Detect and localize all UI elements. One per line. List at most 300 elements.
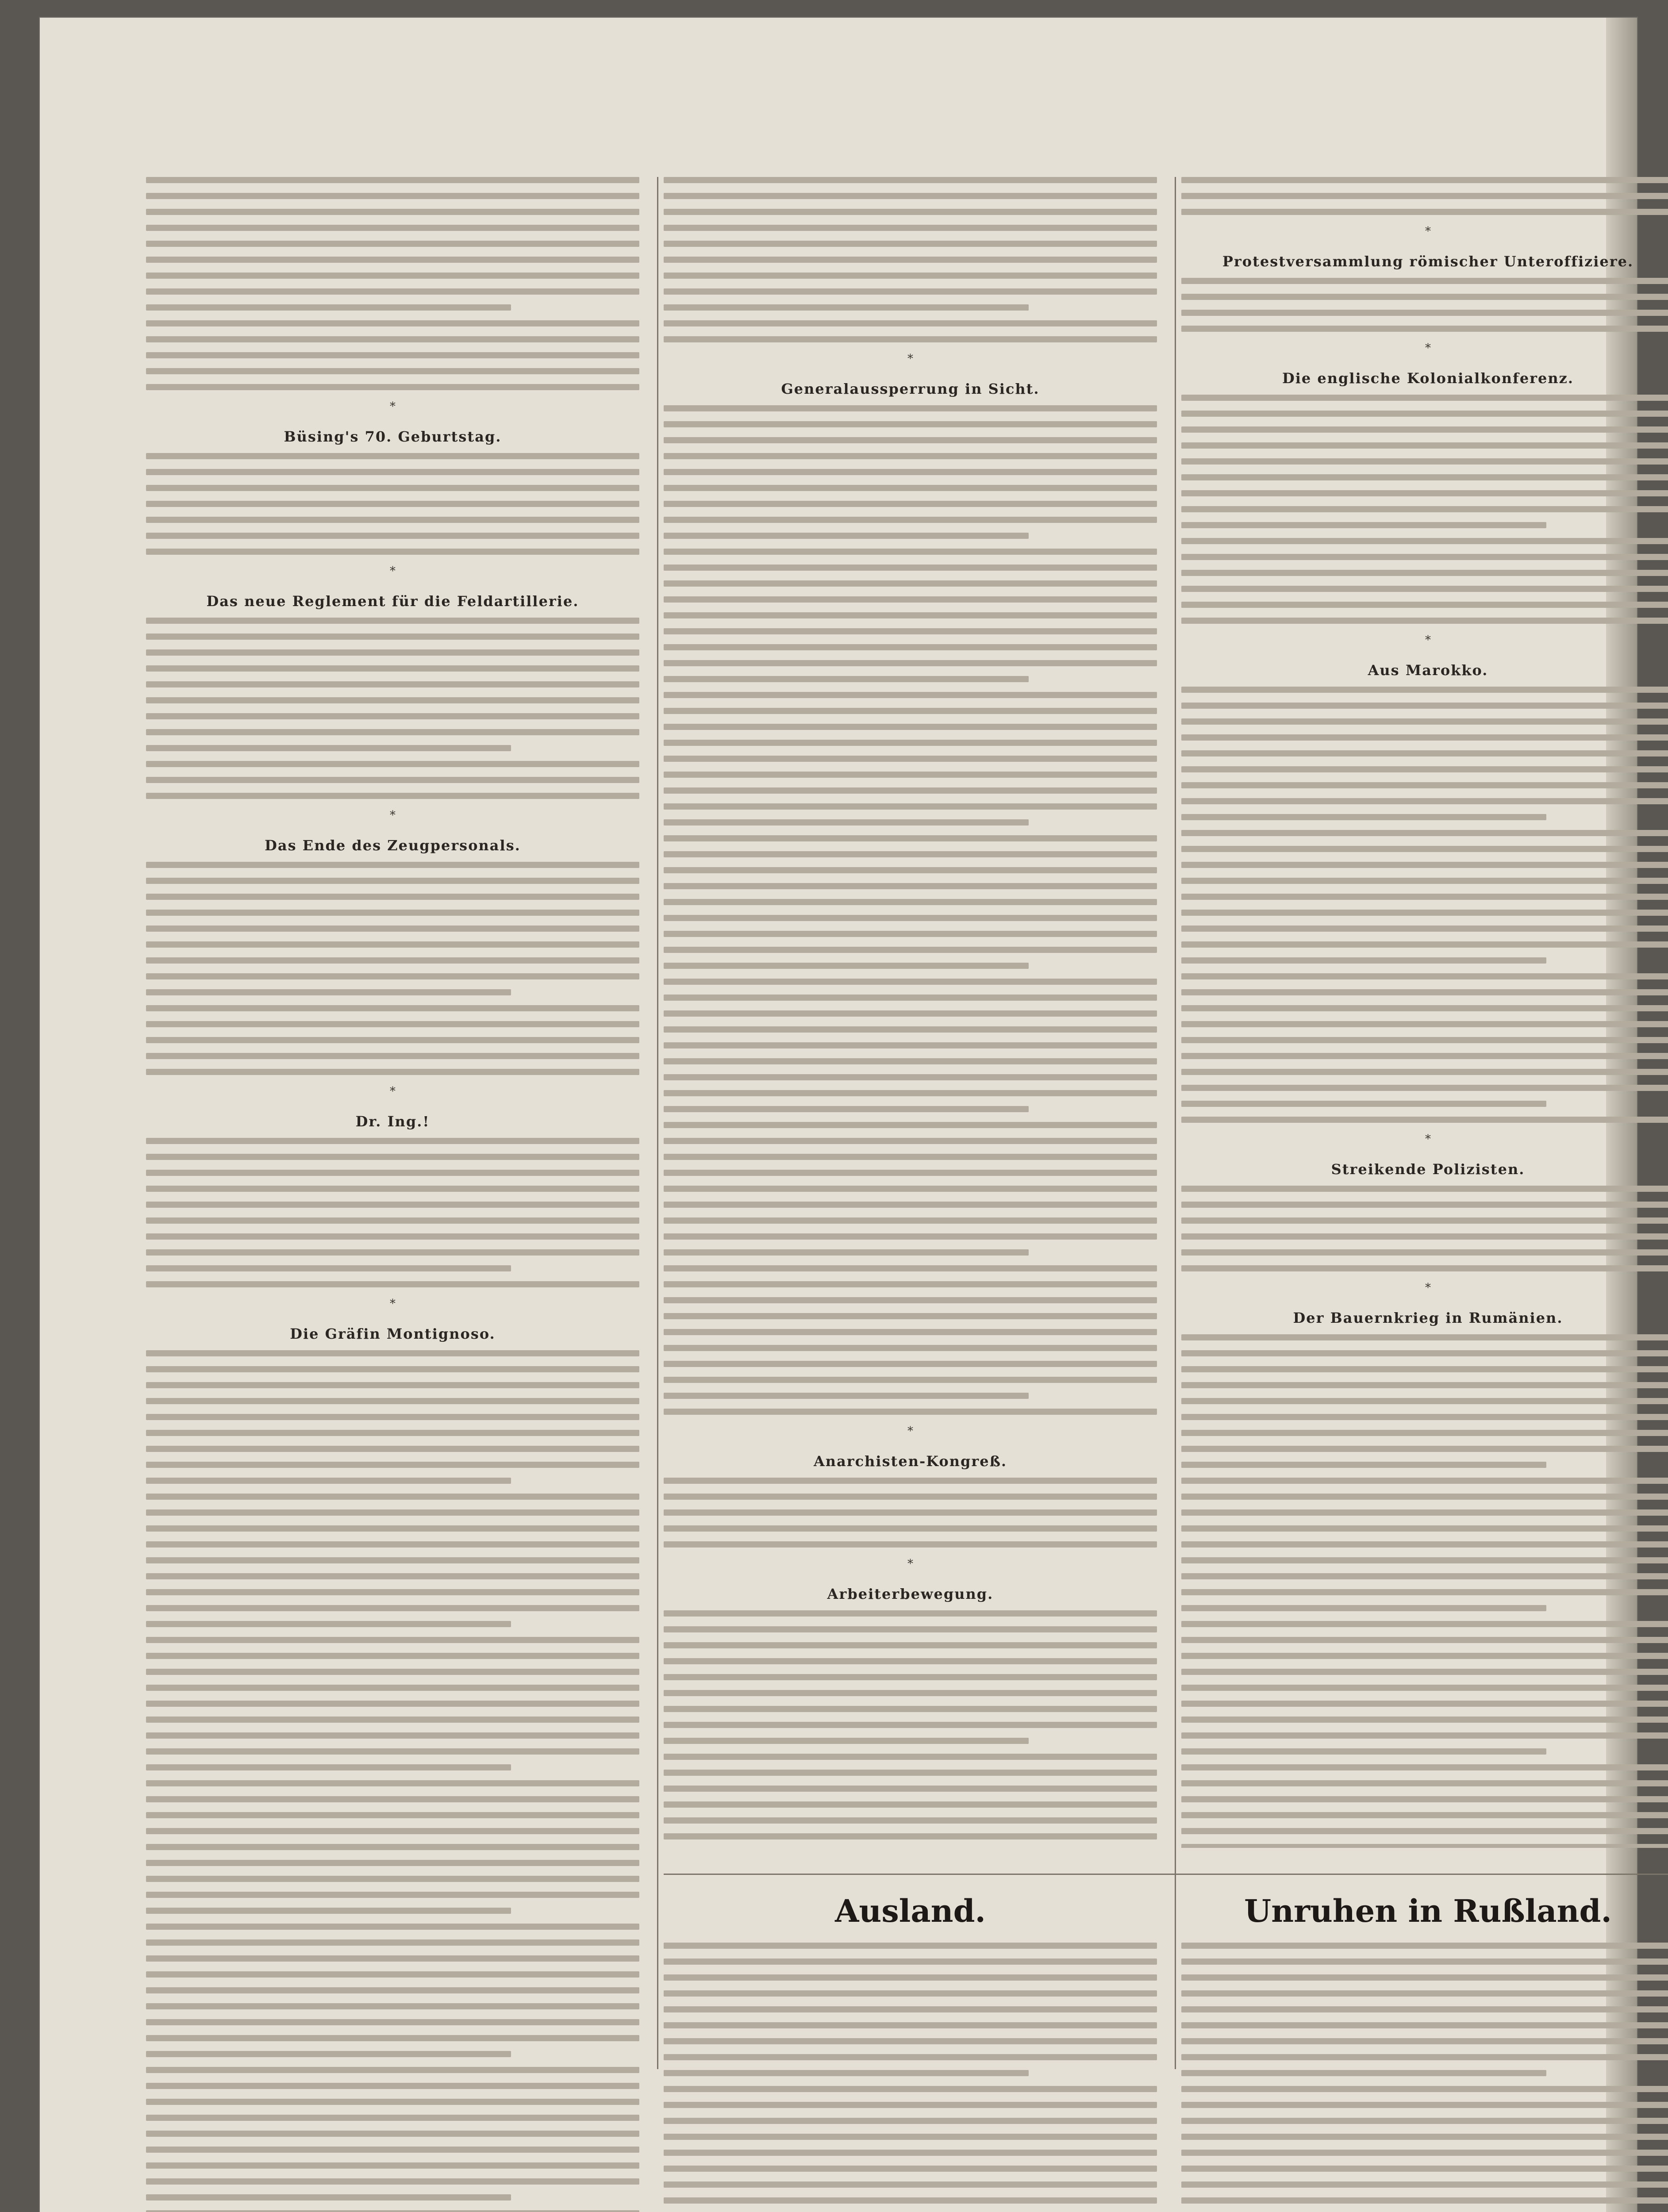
article-heading: Das neue Reglement für die Feldartillerie. — [206, 593, 579, 610]
text-line — [146, 1955, 639, 1962]
text-line — [146, 1249, 639, 1256]
text-line — [1181, 766, 1668, 772]
text-line — [664, 2038, 1157, 2044]
text-line — [664, 1345, 1157, 1351]
text-line — [1181, 1796, 1668, 1802]
text-line — [664, 644, 1157, 650]
article-body — [146, 1138, 639, 1287]
text-line — [1181, 1494, 1668, 1500]
text-line — [664, 1249, 1029, 1256]
text-line — [146, 352, 639, 358]
text-line — [146, 2099, 639, 2105]
text-line — [146, 1764, 511, 1770]
article-heading: Das Ende des Zeugpersonals. — [265, 837, 521, 854]
text-line — [1181, 1186, 1668, 1192]
text-line — [664, 2166, 1157, 2172]
article-heading: Arbeiterbewegung. — [827, 1586, 994, 1602]
text-line — [146, 1138, 639, 1144]
text-line — [664, 1674, 1157, 1680]
text-line — [1181, 2181, 1668, 2188]
text-line — [1181, 1669, 1668, 1675]
text-line — [664, 756, 1157, 762]
text-line — [146, 2131, 639, 2137]
text-line — [664, 596, 1157, 603]
text-line — [146, 957, 639, 964]
article-heading: Anarchisten-Kongreß. — [813, 1453, 1007, 1470]
text-line — [664, 1801, 1157, 1808]
text-line — [1181, 1828, 1668, 1834]
separator-star: * — [1425, 225, 1431, 238]
text-line — [664, 867, 1157, 873]
text-line — [1181, 830, 1668, 836]
text-line — [664, 336, 1157, 342]
text-line — [664, 225, 1157, 231]
section-title: Unruhen in Rußland. — [1244, 1893, 1612, 1929]
text-line — [664, 883, 1157, 889]
text-line — [664, 1525, 1157, 1532]
text-line — [146, 1053, 639, 1059]
text-line — [1181, 2054, 1668, 2060]
text-line — [146, 384, 639, 390]
article-body — [664, 1610, 1157, 1848]
text-line — [1181, 1637, 1668, 1643]
text-line — [664, 501, 1157, 507]
text-line — [146, 2083, 639, 2089]
text-line — [1181, 278, 1668, 284]
text-line — [146, 2115, 639, 2121]
text-line — [664, 193, 1157, 199]
text-line — [146, 1233, 639, 1240]
text-line — [1181, 814, 1546, 820]
text-line — [664, 1642, 1157, 1648]
text-line — [664, 1626, 1157, 1632]
text-line — [146, 2147, 639, 2153]
text-line — [146, 910, 639, 916]
text-line — [146, 1939, 639, 1946]
text-line — [146, 1281, 639, 1287]
text-line — [1181, 1605, 1546, 1611]
text-line — [146, 517, 639, 523]
text-line — [146, 1717, 639, 1723]
text-line — [146, 1350, 639, 1356]
text-line — [146, 1844, 639, 1850]
text-line — [146, 549, 639, 555]
text-line — [146, 1509, 639, 1516]
text-line — [1181, 989, 1668, 995]
text-line — [1181, 1233, 1668, 1240]
text-line — [146, 1021, 639, 1027]
text-line — [664, 2134, 1157, 2140]
text-line — [664, 469, 1157, 475]
text-line — [146, 1202, 639, 1208]
text-line — [1181, 1557, 1668, 1563]
text-line — [1181, 703, 1668, 709]
text-line — [146, 469, 639, 475]
text-line — [664, 209, 1157, 215]
text-line — [1181, 1101, 1546, 1107]
text-line — [664, 1090, 1157, 1096]
text-line — [146, 1037, 639, 1043]
column-1 — [146, 177, 639, 2212]
text-line — [146, 1446, 639, 1452]
text-line — [1181, 1462, 1546, 1468]
text-line — [1181, 2086, 1668, 2092]
article-heading: Protestversammlung römischer Unteroffiziere. — [1222, 253, 1634, 270]
article-body — [146, 1350, 639, 2212]
text-line — [146, 1987, 639, 1993]
text-line — [664, 1658, 1157, 1664]
text-line — [146, 681, 639, 687]
text-line — [146, 745, 511, 751]
text-line — [664, 1058, 1157, 1064]
text-line — [1181, 894, 1668, 900]
text-line — [664, 273, 1157, 279]
text-line — [146, 1366, 639, 1372]
text-line — [664, 835, 1157, 841]
text-line — [1181, 862, 1668, 868]
text-line — [1181, 2118, 1668, 2124]
text-line — [664, 1409, 1157, 1415]
text-line — [664, 580, 1157, 587]
text-line — [146, 1701, 639, 1707]
text-line — [146, 304, 511, 311]
text-line — [1181, 618, 1668, 624]
text-line — [146, 634, 639, 640]
article-heading: Streikende Polizisten. — [1331, 1161, 1525, 1178]
text-line — [146, 1732, 639, 1739]
text-line — [1181, 310, 1668, 316]
text-line — [664, 931, 1157, 937]
text-line — [664, 772, 1157, 778]
text-line — [146, 713, 639, 719]
text-line — [664, 963, 1029, 969]
text-line — [146, 336, 639, 342]
text-line — [664, 1770, 1157, 1776]
text-line — [664, 1122, 1157, 1128]
text-line — [664, 1217, 1157, 1224]
text-line — [146, 1557, 639, 1563]
text-line — [146, 1525, 639, 1532]
column-3 — [1181, 177, 1668, 1848]
text-line — [146, 1414, 639, 1420]
text-line — [664, 421, 1157, 427]
text-line — [664, 1959, 1157, 1965]
text-line — [664, 288, 1157, 295]
text-line — [1181, 1748, 1546, 1755]
text-line — [146, 1478, 511, 1484]
text-line — [146, 697, 639, 703]
text-line — [1181, 2102, 1668, 2108]
text-line — [664, 2054, 1157, 2060]
text-line — [1181, 1350, 1668, 1356]
text-line — [664, 2006, 1157, 2012]
text-line — [146, 1621, 511, 1627]
text-line — [664, 1154, 1157, 1160]
text-line — [1181, 1334, 1668, 1340]
text-line — [664, 1738, 1029, 1744]
text-line — [664, 517, 1157, 523]
article-body — [1181, 395, 1668, 624]
text-line — [1181, 294, 1668, 300]
text-line — [1181, 687, 1668, 693]
text-line — [1181, 957, 1546, 964]
text-line — [146, 1971, 639, 1978]
article-body — [664, 177, 1157, 342]
text-line — [146, 2019, 639, 2025]
text-line — [146, 533, 639, 539]
text-line — [1181, 2150, 1668, 2156]
text-line — [664, 2086, 1157, 2092]
text-line — [146, 1462, 639, 1468]
article-heading: Die Gräfin Montignoso. — [290, 1325, 496, 1342]
text-line — [1181, 1943, 1668, 1949]
text-line — [664, 257, 1157, 263]
text-line — [1181, 1085, 1668, 1091]
text-line — [146, 2210, 639, 2212]
text-line — [146, 257, 639, 263]
article-heading: Dr. Ing.! — [355, 1113, 430, 1130]
text-line — [1181, 1366, 1668, 1372]
text-line — [1181, 602, 1668, 608]
text-line — [146, 729, 639, 735]
text-line — [1181, 1974, 1668, 1981]
text-line — [664, 320, 1157, 326]
text-line — [1181, 910, 1668, 916]
text-line — [146, 1186, 639, 1192]
text-line — [1181, 426, 1668, 433]
text-line — [664, 819, 1029, 826]
text-line — [664, 437, 1157, 443]
text-line — [1181, 1621, 1668, 1627]
text-line — [664, 740, 1157, 746]
text-line — [146, 1828, 639, 1834]
text-line — [1181, 326, 1668, 332]
text-line — [1181, 1430, 1668, 1436]
text-line — [1181, 586, 1668, 592]
text-line — [146, 501, 639, 507]
text-line — [664, 1010, 1157, 1017]
text-line — [664, 1186, 1157, 1192]
article-heading: Generalaussperrung in Sicht. — [781, 380, 1040, 397]
text-line — [664, 724, 1157, 730]
text-line — [1181, 2006, 1668, 2012]
article-heading: Die englische Kolonialkonferenz. — [1282, 370, 1574, 387]
text-line — [1181, 1217, 1668, 1224]
text-line — [1181, 1005, 1668, 1011]
text-line — [1181, 1959, 1668, 1965]
text-line — [146, 973, 639, 979]
text-line — [664, 1990, 1157, 1997]
article-body — [146, 618, 639, 799]
text-line — [1181, 177, 1668, 183]
text-line — [1181, 442, 1668, 449]
text-line — [1181, 1414, 1668, 1420]
text-line — [664, 628, 1157, 634]
text-line — [664, 1706, 1157, 1712]
text-line — [1181, 395, 1668, 401]
ausland-section — [664, 1885, 1157, 2212]
text-line — [146, 862, 639, 868]
text-line — [146, 989, 511, 995]
text-line — [664, 2181, 1157, 2188]
text-line — [664, 2022, 1157, 2028]
text-line — [146, 1430, 639, 1436]
text-line — [1181, 2197, 1668, 2204]
text-line — [146, 1265, 511, 1271]
text-line — [664, 1494, 1157, 1500]
text-line — [664, 1690, 1157, 1696]
text-line — [664, 979, 1157, 985]
text-line — [664, 1265, 1157, 1271]
text-line — [146, 1069, 639, 1075]
text-line — [664, 1361, 1157, 1367]
text-line — [1181, 1249, 1668, 1256]
text-line — [1181, 1685, 1668, 1691]
text-line — [146, 320, 639, 326]
text-line — [146, 761, 639, 767]
text-line — [1181, 506, 1668, 512]
text-line — [664, 1138, 1157, 1144]
text-line — [664, 612, 1157, 618]
column-rule — [1175, 177, 1176, 2069]
text-line — [146, 1605, 639, 1611]
text-line — [1181, 1717, 1668, 1723]
text-line — [664, 241, 1157, 247]
text-line — [664, 995, 1157, 1001]
text-line — [146, 193, 639, 199]
text-line — [146, 1860, 639, 1866]
text-line — [664, 1943, 1157, 1949]
text-line — [1181, 209, 1668, 215]
text-line — [146, 1589, 639, 1595]
text-line — [146, 926, 639, 932]
article-body — [1181, 1334, 1668, 1848]
text-line — [664, 708, 1157, 714]
text-line — [1181, 2022, 1668, 2028]
text-line — [1181, 1990, 1668, 1997]
text-line — [146, 2003, 639, 2009]
text-line — [1181, 1653, 1668, 1659]
text-line — [664, 549, 1157, 555]
text-line — [1181, 458, 1668, 465]
article-body — [1181, 687, 1668, 1123]
text-line — [664, 692, 1157, 698]
text-line — [146, 941, 639, 948]
text-line — [1181, 973, 1668, 979]
text-line — [146, 894, 639, 900]
section-title: Ausland. — [835, 1893, 986, 1929]
text-line — [664, 899, 1157, 905]
text-line — [1181, 734, 1668, 741]
article-body — [1181, 177, 1668, 215]
article-body — [664, 405, 1157, 1415]
text-line — [146, 288, 639, 295]
text-line — [146, 453, 639, 459]
text-line — [1181, 1037, 1668, 1043]
text-line — [1181, 1265, 1668, 1271]
text-line — [664, 1313, 1157, 1319]
text-line — [1181, 1382, 1668, 1388]
text-line — [146, 241, 639, 247]
article-heading: Aus Marokko. — [1368, 662, 1488, 679]
article-body — [146, 862, 639, 1075]
text-line — [146, 1685, 639, 1691]
text-line — [1181, 718, 1668, 725]
text-line — [664, 1786, 1157, 1792]
text-line — [664, 1541, 1157, 1548]
separator-star: * — [390, 565, 396, 578]
text-line — [146, 1573, 639, 1579]
text-line — [1181, 750, 1668, 757]
text-line — [1181, 1021, 1668, 1027]
text-line — [146, 1669, 639, 1675]
separator-star: * — [1425, 1133, 1431, 1146]
text-line — [1181, 1398, 1668, 1404]
text-line — [664, 1042, 1157, 1048]
article-body — [1181, 278, 1668, 332]
text-line — [664, 1833, 1157, 1839]
column-2 — [664, 177, 1157, 1848]
text-line — [1181, 1732, 1668, 1739]
text-line — [146, 1812, 639, 1818]
text-line — [146, 2051, 511, 2057]
article-body — [146, 177, 639, 390]
text-line — [1181, 2070, 1546, 2076]
text-line — [146, 209, 639, 215]
text-line — [664, 304, 1029, 311]
text-line — [146, 1382, 639, 1388]
separator-star: * — [907, 1557, 913, 1571]
text-line — [1181, 570, 1668, 576]
text-line — [1181, 782, 1668, 788]
separator-star: * — [1425, 634, 1431, 647]
text-line — [664, 851, 1157, 857]
separator-star: * — [1425, 1281, 1431, 1294]
text-line — [146, 1170, 639, 1176]
text-line — [1181, 1117, 1668, 1123]
text-line — [1181, 411, 1668, 417]
text-line — [146, 1637, 639, 1643]
text-line — [664, 2102, 1157, 2108]
article-body — [1181, 1186, 1668, 1271]
text-line — [664, 2150, 1157, 2156]
text-line — [1181, 474, 1668, 480]
column-rule — [657, 177, 658, 2069]
text-line — [146, 2067, 639, 2073]
newspaper-page — [40, 18, 1637, 2212]
text-line — [146, 273, 639, 279]
article-body — [664, 1943, 1157, 2212]
text-line — [1181, 878, 1668, 884]
text-line — [146, 1005, 639, 1011]
text-line — [664, 1329, 1157, 1335]
text-line — [664, 405, 1157, 411]
text-line — [664, 1297, 1157, 1303]
section-rule — [664, 1874, 1668, 1875]
text-line — [1181, 1844, 1668, 1848]
text-line — [664, 1478, 1157, 1484]
text-line — [664, 485, 1157, 491]
text-line — [146, 1154, 639, 1160]
separator-star: * — [907, 1425, 913, 1438]
text-line — [664, 453, 1157, 459]
text-line — [1181, 2134, 1668, 2140]
text-line — [146, 485, 639, 491]
text-line — [664, 533, 1029, 539]
text-line — [1181, 538, 1668, 544]
text-line — [1181, 1446, 1668, 1452]
text-line — [664, 915, 1157, 921]
